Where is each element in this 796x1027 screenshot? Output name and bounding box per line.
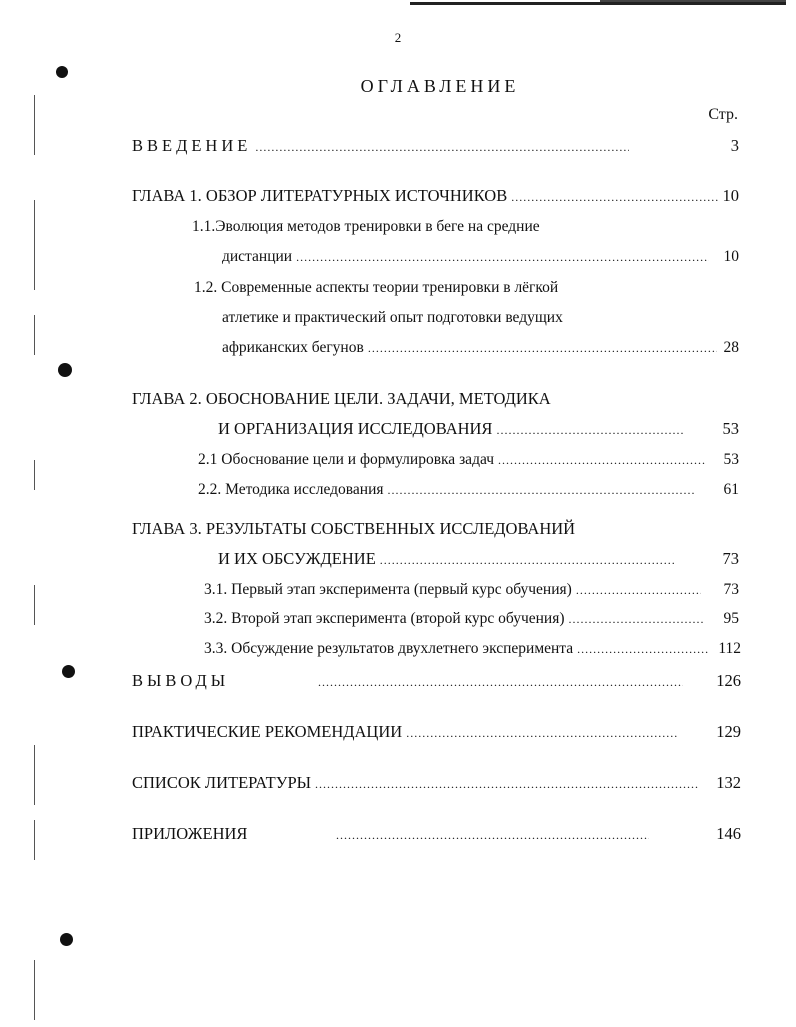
scan-edge-line bbox=[410, 2, 786, 5]
toc-entry-chapter-2[interactable] bbox=[218, 419, 739, 439]
toc-entry-label: ГЛАВА 1. ОБЗОР ЛИТЕРАТУРНЫХ ИСТОЧНИКОВ bbox=[132, 186, 508, 205]
toc-entry-label: ВВЕДЕНИЕ bbox=[132, 136, 252, 155]
toc-entry-label: ВЫВОДЫ bbox=[132, 671, 230, 690]
toc-entry-chapter-3-line1[interactable]: ГЛАВА 3. РЕЗУЛЬТАТЫ СОБСТВЕННЫХ ИССЛЕДОВАНИЙ bbox=[132, 519, 576, 538]
leader-dots bbox=[380, 553, 675, 568]
leader-dots bbox=[368, 341, 717, 356]
scan-margin-line bbox=[34, 200, 35, 290]
toc-entry-page: 28 bbox=[723, 339, 739, 356]
toc-entry-page: 146 bbox=[716, 824, 741, 843]
scan-margin-line bbox=[34, 820, 35, 860]
toc-entry-label: ПРАКТИЧЕСКИЕ РЕКОМЕНДАЦИИ bbox=[132, 722, 403, 741]
toc-entry-page: 95 bbox=[723, 610, 739, 627]
punch-hole bbox=[58, 363, 72, 377]
leader-dots bbox=[498, 453, 705, 468]
leader-dots bbox=[511, 190, 719, 205]
toc-entry-section-2-2[interactable] bbox=[198, 481, 739, 499]
scan-margin-line bbox=[34, 95, 35, 155]
leader-dots bbox=[336, 828, 649, 843]
toc-entry-section-1-1-line1[interactable]: 1.1.Эволюция методов тренировки в беге на средние bbox=[192, 218, 540, 235]
toc-entry-page: 10 bbox=[723, 248, 739, 265]
punch-hole bbox=[60, 933, 73, 946]
toc-entry-introduction[interactable] bbox=[132, 136, 739, 156]
leader-dots bbox=[315, 777, 699, 792]
toc-entry-label: 3.1. Первый этап эксперимента (первый курс обучения) bbox=[204, 581, 572, 598]
toc-entry-page: 112 bbox=[718, 640, 741, 657]
toc-entry-page: 10 bbox=[722, 186, 739, 205]
scan-margin-line bbox=[34, 745, 35, 805]
leader-dots bbox=[576, 583, 701, 598]
toc-entry-label: И ОРГАНИЗАЦИЯ ИССЛЕДОВАНИЯ bbox=[218, 419, 493, 438]
toc-entry-label: 3.2. Второй этап эксперимента (второй курс обучения) bbox=[204, 610, 565, 627]
toc-entry-section-3-2[interactable] bbox=[204, 610, 739, 628]
toc-entry-section-2-1[interactable] bbox=[198, 451, 739, 469]
toc-entry-section-1-2[interactable] bbox=[222, 339, 739, 357]
toc-entry-section-3-3[interactable] bbox=[204, 640, 741, 658]
toc-entry-page: 3 bbox=[730, 136, 739, 155]
toc-entry-page: 73 bbox=[723, 581, 739, 598]
toc-entry-page: 132 bbox=[716, 773, 741, 792]
leader-dots bbox=[577, 642, 709, 657]
leader-dots bbox=[388, 483, 695, 498]
toc-entry-chapter-1[interactable] bbox=[132, 186, 739, 206]
toc-entry-section-1-2-line2[interactable]: атлетике и практический опыт подготовки ведущих bbox=[222, 309, 563, 326]
scan-margin-line bbox=[34, 585, 35, 625]
scan-margin-line bbox=[34, 315, 35, 355]
toc-entry-label: 3.3. Обсуждение результатов двухлетнего эксперимента bbox=[204, 640, 574, 657]
punch-hole bbox=[62, 665, 75, 678]
toc-entry-page: 126 bbox=[716, 671, 741, 690]
toc-entry-label: африканских бегунов bbox=[222, 339, 364, 356]
toc-title: ОГЛАВЛЕНИЕ bbox=[360, 76, 520, 96]
leader-dots bbox=[318, 675, 683, 690]
leader-dots bbox=[406, 726, 677, 741]
scan-margin-line bbox=[34, 960, 35, 1020]
toc-entry-recommendations[interactable] bbox=[132, 722, 741, 742]
toc-entry-appendices[interactable] bbox=[132, 824, 741, 844]
leader-dots bbox=[496, 423, 685, 438]
toc-entry-page: 129 bbox=[716, 722, 741, 741]
toc-entry-label: И ИХ ОБСУЖДЕНИЕ bbox=[218, 549, 376, 568]
toc-entry-section-1-2-line1[interactable]: 1.2. Современные аспекты теории тренировки в лёгкой bbox=[194, 279, 559, 296]
toc-entry-label: СПИСОК ЛИТЕРАТУРЫ bbox=[132, 773, 312, 792]
toc-entry-page: 61 bbox=[723, 481, 739, 498]
page-column-header: Стр. bbox=[708, 106, 738, 123]
toc-entry-label: 2.1 Обоснование цели и формулировка задач bbox=[198, 451, 495, 468]
scan-margin-line bbox=[34, 460, 35, 490]
leader-dots bbox=[569, 612, 705, 627]
toc-entry-page: 53 bbox=[723, 451, 739, 468]
toc-entry-chapter-3[interactable] bbox=[218, 549, 739, 569]
scan-edge-line bbox=[600, 0, 786, 2]
page-number: 2 bbox=[394, 30, 402, 45]
toc-entry-section-3-1[interactable] bbox=[204, 581, 739, 599]
toc-entry-section-1-1[interactable] bbox=[222, 248, 739, 266]
toc-entry-conclusions[interactable] bbox=[132, 671, 741, 691]
leader-dots bbox=[296, 250, 709, 265]
toc-entry-label: ПРИЛОЖЕНИЯ bbox=[132, 824, 248, 843]
toc-entry-bibliography[interactable] bbox=[132, 773, 741, 793]
toc-entry-label: дистанции bbox=[222, 248, 293, 265]
toc-entry-page: 73 bbox=[722, 549, 739, 568]
toc-entry-label: 2.2. Методика исследования bbox=[198, 481, 384, 498]
toc-entry-chapter-2-line1[interactable]: ГЛАВА 2. ОБОСНОВАНИЕ ЦЕЛИ. ЗАДАЧИ, МЕТОДИКА bbox=[132, 389, 551, 408]
leader-dots bbox=[255, 140, 629, 155]
toc-entry-page: 53 bbox=[722, 419, 739, 438]
